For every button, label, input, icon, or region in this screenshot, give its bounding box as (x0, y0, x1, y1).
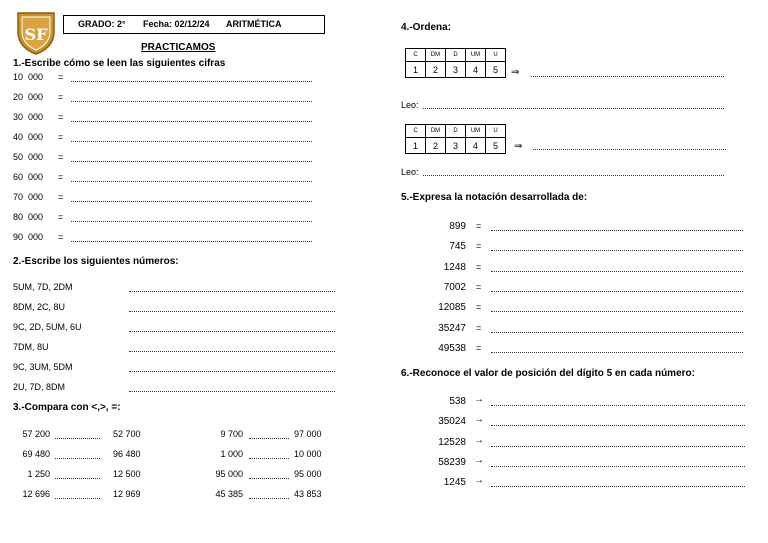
number-label: 1248 (443, 261, 466, 273)
equals-sign: = (58, 172, 64, 182)
digit-cell: 1 (406, 138, 426, 154)
expression-label: 5UM, 7D, 2DM (13, 282, 73, 292)
answer-line[interactable] (129, 391, 335, 392)
cifra-number: 80 000 (13, 212, 44, 222)
compare-left-b: 12 969 (113, 489, 141, 499)
arrow-2: ⇒ (514, 141, 523, 152)
place-header-cell: C (406, 49, 426, 62)
arrow-symbol: → (474, 394, 484, 405)
digit-cell: 5 (486, 138, 506, 154)
number-label: 7002 (443, 281, 466, 293)
answer-line[interactable] (491, 230, 743, 231)
answer-line[interactable] (491, 466, 745, 467)
answer-line[interactable] (71, 201, 312, 202)
compare-right-a: 9 700 (220, 429, 243, 439)
fecha-label: Fecha: 02/12/24 (143, 19, 210, 29)
number-label: 35024 (438, 416, 466, 428)
answer-line[interactable] (71, 241, 312, 242)
cifra-number: 30 000 (13, 112, 44, 122)
place-value-table-1 (405, 48, 506, 78)
compare-left-a: 12 696 (22, 489, 50, 499)
section-5-title: 5.-Expresa la notación desarrollada de: (401, 192, 588, 203)
equals-sign: = (58, 212, 64, 222)
cifra-number: 70 000 (13, 192, 44, 202)
equals-sign: = (476, 261, 482, 272)
equals-sign: = (58, 152, 64, 162)
header-box (63, 15, 325, 34)
answer-line[interactable] (491, 486, 745, 487)
arrow-symbol: → (474, 454, 484, 466)
place-header-cell: C (406, 125, 426, 138)
answer-line[interactable] (491, 271, 743, 272)
digit-cell: 4 (466, 62, 486, 78)
number-label: 1245 (443, 477, 466, 489)
compare-left-b: 52 700 (113, 429, 141, 439)
cifra-number: 90 000 (13, 232, 44, 242)
place-header-cell: D (446, 49, 466, 62)
cifra-number: 60 000 (13, 172, 44, 182)
answer-line[interactable] (71, 221, 312, 222)
compare-blank[interactable] (55, 458, 100, 459)
cifra-number: 20 000 (13, 92, 44, 102)
number-label: 899 (449, 221, 466, 232)
answer-line[interactable] (129, 331, 335, 332)
cifra-number: 40 000 (13, 132, 44, 142)
digit-cell: 5 (486, 62, 506, 78)
compare-right-a: 1 000 (220, 449, 243, 459)
compare-left-a: 1 250 (27, 469, 50, 479)
answer-line[interactable] (129, 311, 335, 312)
place-header-cell: DM (426, 125, 446, 138)
equals-sign: = (58, 132, 64, 142)
logo-monogram: SF (24, 25, 48, 44)
cifra-number: 50 000 (13, 152, 44, 162)
place-header-cell: UM (466, 49, 486, 62)
answer-line[interactable] (71, 181, 312, 182)
expression-label: 8DM, 2C, 8U (13, 302, 66, 312)
answer-line[interactable] (129, 291, 335, 292)
compare-right-a: 95 000 (215, 469, 243, 479)
equals-sign: = (58, 92, 64, 102)
answer-line[interactable] (491, 446, 745, 447)
school-logo (15, 10, 57, 56)
answer-line[interactable] (491, 311, 743, 312)
answer-line[interactable] (71, 81, 312, 82)
equals-sign: = (476, 322, 482, 333)
answer-line[interactable] (491, 352, 743, 353)
section-2-title: 2.-Escribe los siguientes números: (13, 256, 179, 267)
answer-line[interactable] (491, 332, 743, 333)
number-label: 538 (449, 396, 466, 407)
place-header-cell: D (446, 125, 466, 138)
compare-blank[interactable] (249, 478, 289, 479)
compare-blank[interactable] (249, 458, 289, 459)
section-4-title: 4.-Ordena: (401, 22, 452, 33)
answer-line[interactable] (491, 250, 743, 251)
equals-sign: = (58, 112, 64, 122)
compare-right-b: 10 000 (294, 449, 322, 459)
arrow-1: ⇒ (511, 67, 520, 78)
place-value-table-2 (405, 124, 506, 154)
answer-line[interactable] (71, 141, 312, 142)
place-header-cell: DM (426, 49, 446, 62)
equals-sign: = (476, 302, 482, 313)
digit-cell: 2 (426, 62, 446, 78)
leo-line-1[interactable] (423, 108, 724, 109)
compare-blank[interactable] (55, 438, 100, 439)
digit-cell: 4 (466, 138, 486, 154)
section-6-title: 6.-Reconoce el valor de posición del dígito 5 en cada número: (401, 368, 695, 379)
leo-label-2: Leo: (401, 167, 419, 177)
number-label: 745 (449, 241, 466, 253)
compare-left-b: 96 480 (113, 449, 141, 459)
digit-cell: 2 (426, 138, 446, 154)
compare-right-b: 97 000 (294, 429, 322, 439)
compare-blank[interactable] (55, 498, 100, 499)
expression-label: 9C, 3UM, 5DM (13, 362, 73, 372)
arrow-symbol: → (474, 414, 484, 426)
answer-line[interactable] (491, 405, 745, 406)
answer-line[interactable] (491, 425, 745, 426)
digit-cell: 3 (446, 62, 466, 78)
digit-cell: 3 (446, 138, 466, 154)
answer-line[interactable] (129, 371, 335, 372)
expression-label: 2U, 7D, 8DM (13, 382, 66, 392)
leo-label-1: Leo: (401, 100, 419, 110)
number-label: 12085 (438, 302, 466, 314)
equals-sign: = (476, 221, 482, 231)
grado-label: GRADO: 2° (78, 19, 126, 29)
equals-sign: = (58, 72, 64, 82)
section-1-title: 1.-Escribe cómo se leen las siguientes cifras (13, 58, 226, 69)
answer-line[interactable] (129, 351, 335, 352)
section-3-title: 3.-Compara con <,>, =: (13, 402, 121, 413)
subject-label: ARITMÉTICA (226, 19, 282, 29)
leo-line-2[interactable] (423, 175, 724, 176)
compare-blank[interactable] (249, 438, 289, 439)
place-header-cell: U (486, 49, 506, 62)
equals-sign: = (476, 342, 482, 353)
number-label: 58239 (438, 456, 466, 468)
compare-right-b: 95 000 (294, 469, 322, 479)
equals-sign: = (58, 232, 64, 242)
place-header-cell: U (486, 125, 506, 138)
answer-line[interactable] (71, 161, 312, 162)
compare-left-b: 12 500 (113, 469, 141, 479)
compare-left-a: 69 480 (22, 449, 50, 459)
place-header-cell: UM (466, 125, 486, 138)
answer-line-4-2[interactable] (533, 149, 726, 150)
expression-label: 7DM, 8U (13, 342, 49, 352)
cifra-number: 10 000 (13, 72, 44, 82)
equals-sign: = (476, 241, 482, 252)
compare-blank[interactable] (249, 498, 289, 499)
answer-line[interactable] (491, 291, 743, 292)
digit-cell: 1 (406, 62, 426, 78)
number-label: 35247 (438, 322, 466, 334)
compare-right-b: 43 853 (294, 489, 322, 499)
expression-label: 9C, 2D, 5UM, 6U (13, 322, 82, 332)
answer-line-4-1[interactable] (531, 76, 724, 77)
compare-left-a: 57 200 (22, 429, 50, 439)
compare-right-a: 45 385 (215, 489, 243, 499)
compare-blank[interactable] (55, 478, 100, 479)
arrow-symbol: → (474, 475, 484, 487)
equals-sign: = (58, 192, 64, 202)
page-title: PRACTICAMOS (141, 42, 216, 53)
equals-sign: = (476, 281, 482, 292)
number-label: 12528 (438, 436, 466, 448)
answer-line[interactable] (71, 121, 312, 122)
number-label: 49538 (438, 342, 466, 354)
answer-line[interactable] (71, 101, 312, 102)
arrow-symbol: → (474, 434, 484, 446)
